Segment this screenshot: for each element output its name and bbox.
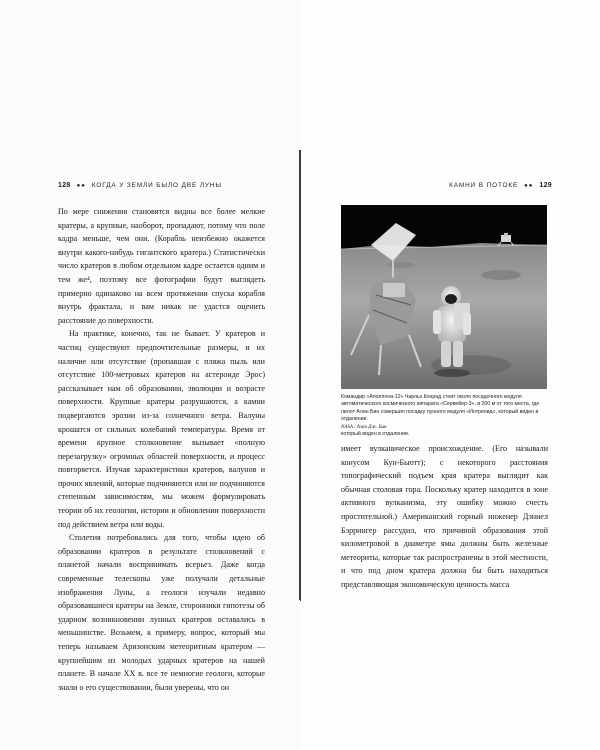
left-running-head-title: КОГДА У ЗЕМЛИ БЫЛО ДВЕ ЛУНЫ <box>91 182 222 189</box>
right-page <box>301 0 600 750</box>
left-body-text <box>58 205 265 694</box>
right-folio: 129 <box>539 182 552 189</box>
caption-tail: который виден в отдалении. <box>341 431 410 438</box>
moon-surface-photo-icon <box>341 205 547 389</box>
left-paragraph-2: На практике, конечно, так не бывает. У кратеров и частиц существуют предпочтительные размеры, и их наличие или отсутствие (пропавшая с пляжа пыль или отсутствие 100-метровых кратеров на астероиде Эрос) рассказывает нам об образовании, эволюции и возрасте поверхности. Крупные кратеры разрушаются, а камни подвергаются эрозии из-за солнечного ветра. Валуны крошатся от сильных колебаний температуры. Время от времени крупное столкновение вызывает «полную перезагрузку» огромных областей поверхности, и процесс повторяется. Изучая характеристики кратеров, валунов и прочих явлений, которые подчиняются или не подчиняются степенным зависимостям, мы можем формулировать теории об их геологии, истории и обновлении поверхности под действием ветра или воды. <box>58 329 265 529</box>
right-body-text <box>341 442 548 592</box>
right-running-head <box>449 182 552 189</box>
photo-credit: NASA / Алан Дж. Бин <box>341 424 387 430</box>
right-running-head-title: КАМНИ В ПОТОКЕ <box>449 182 519 189</box>
left-paragraph-3: Столетия потребовались для того, чтобы идею об образовании кратеров в результате столкновений с планетой начали воспринимать всерьез. Даже когда современные телескопы уже получали детальные изображения Луны, а геологи изучали недавно образовавшиеся кратеры на Земле, сторонники гипотезы об ударном возникновении лунных кратеров оставались в меньшинстве. Возьмем, к примеру, вопрос, который мы теперь называем Аризонским метеоритным кратером — крупнейшим из молодых ударных кратеров на нашей планете. В начале XX в. все те немногие геологи, которые знали о его существовании, были уверены, что он <box>58 533 265 692</box>
caption-text: Командир «Аполлона-12» Чарльз Конрад стоит около посадочного модуля автоматического космического аппарата «Сервейер-3», в 200 м от того места, где пилот Алан Бин совершил посадку лунного модуля «Интрепид», который виден в отдалении. <box>341 394 540 423</box>
right-paragraph-1: имеет вулканическое происхождение. (Его называли конусом Кун-Бьютт); с некоторого расстояния топографический подъем края кратера выглядит как обычная столовая гора. Поскольку кратер находится в зоне активного вулканизма, эту ошибку можно счесть простительной.) Американский горный инженер Дэниел Бэррингер рассудил, что причиной образования этой километровой в диаметре ямы должны быть железные метеориты, которые так распространены в этой местности, и что под дном кратера должна бы быть находиться представляющая экономическую ценность масса <box>341 444 548 589</box>
left-running-head <box>58 182 222 189</box>
bullet-dots-icon: ●● <box>76 182 86 189</box>
left-paragraph-1: По мере снижения становятся видны все более мелкие кратеры, а крупные, наоборот, пропадают, потому что поле кадра меньше, чем они. (Корабль неизбежно окажется внутри какого-нибудь гигантского кратера.) Статистически число кратеров в любом отдельном кадре остается одним и тем же⁴, поэтому все фотографии будут выглядеть примерно одинаково на всем протяжении спуска корабля внутрь фрактала, и вам никак не удастся оценить расстояние до поверхности. <box>58 207 265 325</box>
left-folio: 128 <box>58 182 71 189</box>
apollo-photo <box>341 205 547 389</box>
photo-caption <box>341 394 547 438</box>
bullet-dots-icon: ●● <box>524 182 534 189</box>
